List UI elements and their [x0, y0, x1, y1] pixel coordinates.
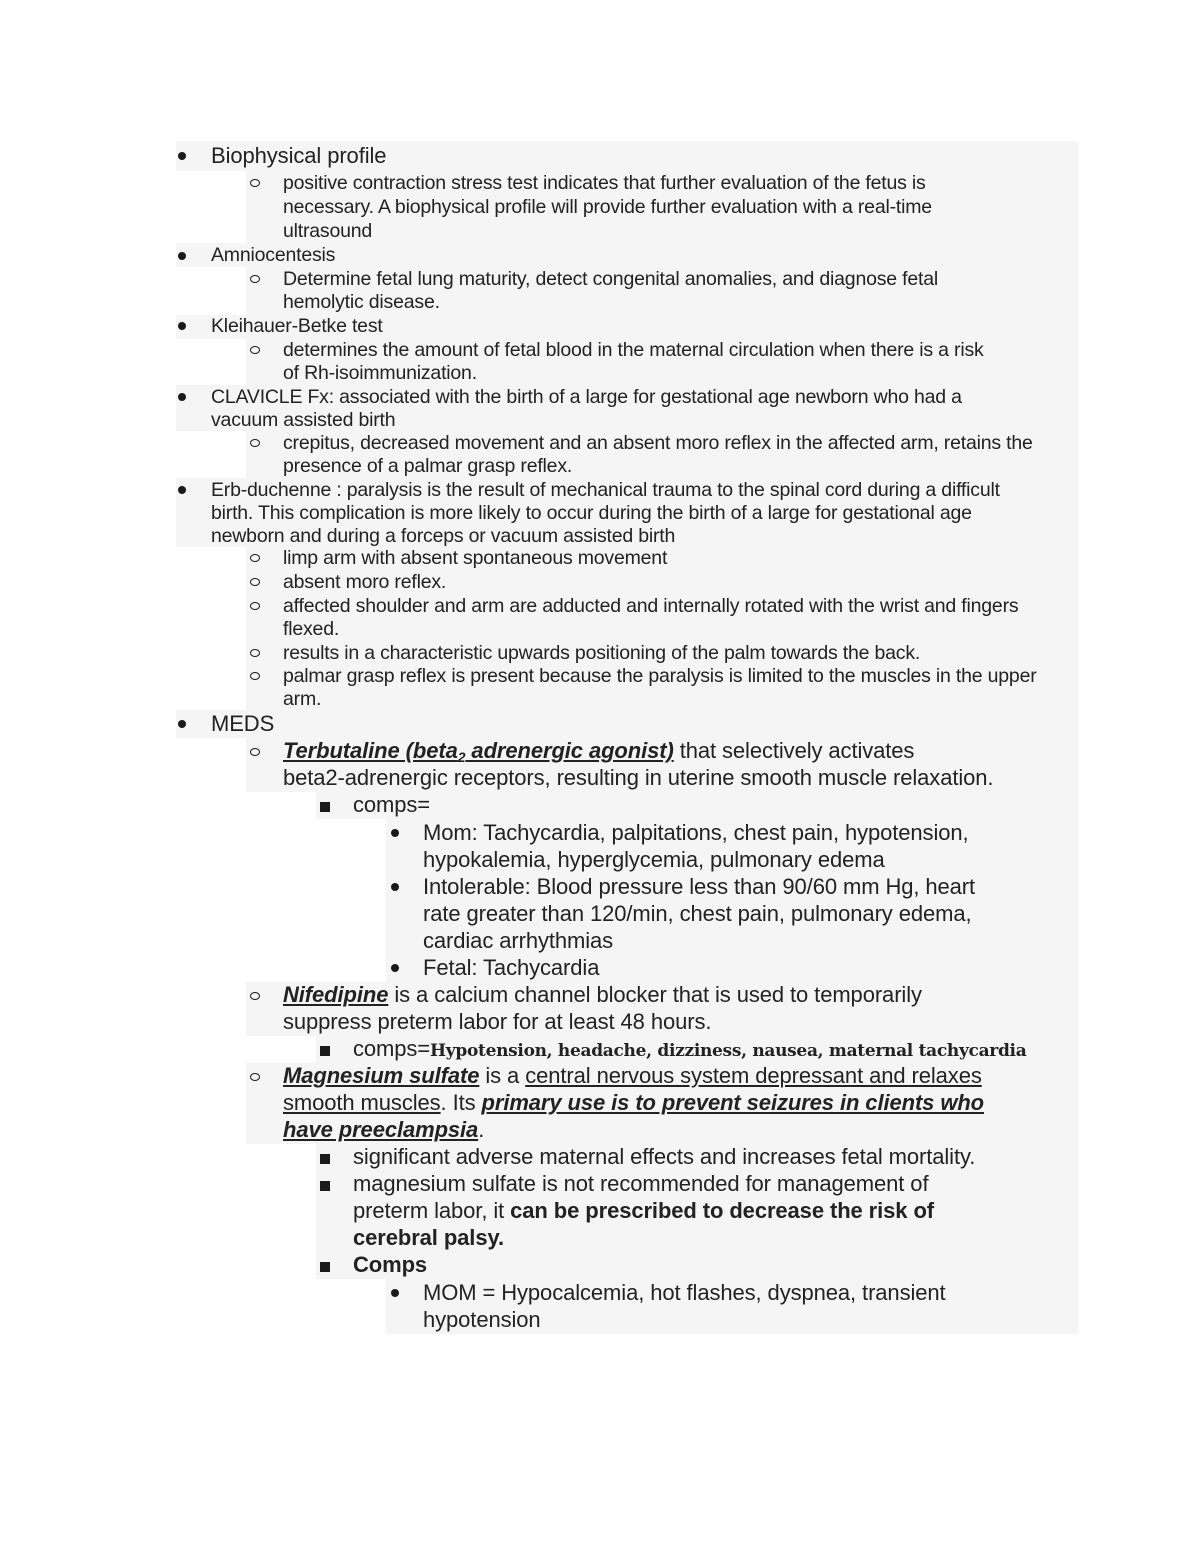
bullet-dot-icon [178, 322, 186, 330]
bullet-square-icon [320, 1154, 330, 1164]
list-item-text: significant adverse maternal effects and increases fetal mortality. [353, 1144, 976, 1169]
bullet-dot-icon [178, 720, 186, 728]
nifedipine-line: Nifedipine is a calcium channel blocker that is used to temporarily [283, 982, 922, 1007]
magnesium-name: Magnesium sulfate [283, 1063, 480, 1088]
list-item-text: hypotension [423, 1307, 541, 1332]
list-item-text: Fetal: Tachycardia [423, 955, 600, 980]
list-item-text: Mom: Tachycardia, palpitations, chest pain, hypotension, [423, 820, 969, 845]
bullet-dot-icon [391, 1289, 399, 1297]
list-item-text: hypokalemia, hyperglycemia, pulmonary edema [423, 847, 885, 872]
list-item-text: comps= [353, 792, 431, 817]
bullet-dot-icon [391, 964, 399, 972]
nifedipine-comps: comps=Hypotension, headache, dizziness, nausea, maternal tachycardia [353, 1036, 1027, 1061]
bullet-circle-icon [250, 554, 260, 562]
list-item-text: flexed. [283, 618, 340, 640]
highlight-background [176, 710, 1078, 738]
list-item-text: birth. This complication is more likely to occur during the birth of a large for gestational age [211, 502, 972, 524]
bullet-circle-icon [250, 578, 260, 586]
bullet-square-icon [320, 1046, 330, 1056]
terbutaline-name: Terbutaline (beta$_2$ adrenergic agonist) [283, 738, 674, 765]
list-item-text: positive contraction stress test indicates that further evaluation of the fetus is [283, 172, 926, 194]
list-item-clavicle-fx: CLAVICLE Fx: associated with the birth of a large for gestational age newborn who had a [211, 386, 962, 408]
bullet-circle-icon [250, 1073, 260, 1081]
list-item-text: cerebral palsy. [353, 1225, 504, 1250]
highlight-background [316, 792, 1078, 819]
list-item-text: rate greater than 120/min, chest pain, pulmonary edema, [423, 901, 972, 926]
list-item-text: magnesium sulfate is not recommended for management of [353, 1171, 929, 1196]
list-item-text: ultrasound [283, 220, 373, 242]
list-item-text: vacuum assisted birth [211, 409, 396, 431]
list-item-kleihauer-betke: Kleihauer-Betke test [211, 315, 383, 337]
bullet-circle-icon [250, 992, 260, 1000]
bullet-dot-icon [391, 883, 399, 891]
bullet-dot-icon [178, 486, 186, 494]
list-item-meds: MEDS [211, 711, 275, 736]
bullet-circle-icon [250, 649, 260, 657]
magnesium-cerebral-line: preterm labor, it can be prescribed to decrease the risk of [353, 1198, 935, 1223]
list-item-text: determines the amount of fetal blood in the maternal circulation when there is a risk [283, 339, 984, 361]
bullet-circle-icon [250, 672, 260, 680]
terbutaline-line: Terbutaline (beta$_2$ adrenergic agonist) that selectively activates [283, 738, 915, 765]
bullet-dot-icon [178, 252, 186, 260]
list-item-amniocentesis: Amniocentesis [211, 244, 336, 266]
list-item-text: crepitus, decreased movement and an absent moro reflex in the affected arm, retains the [283, 432, 1033, 454]
list-item-text: presence of a palmar grasp reflex. [283, 455, 573, 477]
list-item-text: palmar grasp reflex is present because the paralysis is limited to the muscles in the upper [283, 665, 1037, 687]
list-item-text: absent moro reflex. [283, 571, 447, 593]
list-item-text: hemolytic disease. [283, 291, 440, 313]
bullet-circle-icon [250, 346, 260, 354]
bullet-circle-icon [250, 439, 260, 447]
list-item-text: limp arm with absent spontaneous movement [283, 547, 668, 569]
list-item-text: affected shoulder and arm are adducted and internally rotated with the wrist and fingers [283, 595, 1019, 617]
bullet-circle-icon [250, 179, 260, 187]
list-item-text: Determine fetal lung maturity, detect congenital anomalies, and diagnose fetal [283, 268, 939, 290]
bullet-circle-icon [250, 602, 260, 610]
list-item-text: results in a characteristic upwards positioning of the palm towards the back. [283, 642, 921, 664]
magnesium-line-2: smooth muscles. Its primary use is to prevent seizures in clients who [283, 1090, 985, 1115]
list-item-text: beta2-adrenergic receptors, resulting in uterine smooth muscle relaxation. [283, 765, 994, 790]
list-item-text: Intolerable: Blood pressure less than 90/60 mm Hg, heart [423, 874, 976, 899]
list-item-text: necessary. A biophysical profile will provide further evaluation with a real-time [283, 196, 932, 218]
list-item-text: suppress preterm labor for at least 48 hours. [283, 1009, 712, 1034]
bullet-dot-icon [178, 393, 186, 401]
bullet-square-icon [320, 1262, 330, 1272]
list-item-text: MOM = Hypocalcemia, hot flashes, dyspnea, transient [423, 1280, 946, 1305]
list-item-text: Comps [353, 1252, 428, 1277]
list-item-text: cardiac arrhythmias [423, 928, 614, 953]
magnesium-line-1: Magnesium sulfate is a central nervous system depressant and relaxes [283, 1063, 982, 1088]
bullet-dot-icon [391, 829, 399, 837]
list-item-text: newborn and during a forceps or vacuum assisted birth [211, 525, 676, 547]
bullet-circle-icon [250, 748, 260, 756]
bullet-square-icon [320, 802, 330, 812]
list-item-biophysical-profile: Biophysical profile [211, 143, 387, 168]
list-item-text: arm. [283, 688, 322, 710]
bullet-dot-icon [178, 152, 186, 160]
list-item-text: of Rh-isoimmunization. [283, 362, 477, 384]
nifedipine-name: Nifedipine [283, 982, 389, 1007]
list-item-erb-duchenne: Erb-duchenne : paralysis is the result of mechanical trauma to the spinal cord during a difficult [211, 479, 1000, 501]
bullet-circle-icon [250, 275, 260, 283]
magnesium-line-3: have preeclampsia. [283, 1117, 485, 1142]
bullet-square-icon [320, 1181, 330, 1191]
